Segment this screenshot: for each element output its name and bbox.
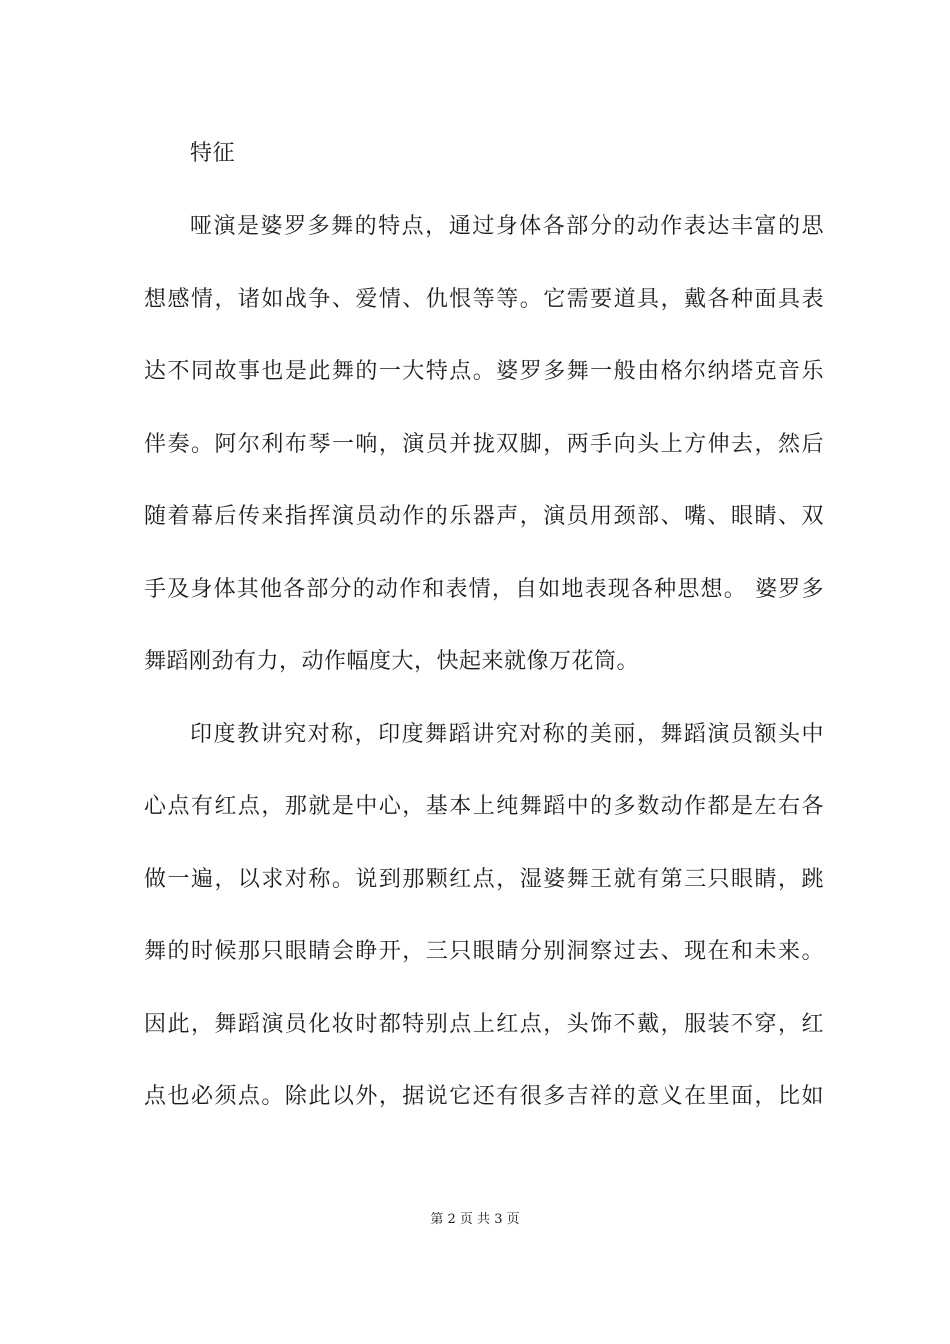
- page-number-footer: [0, 1208, 950, 1232]
- paragraph-2-line-6: 点也必须点。除此以外，据说它还有很多吉祥的意义在里面，比如: [144, 1084, 824, 1109]
- paragraph-1-line-5: 随着幕后传来指挥演员动作的乐器声，演员用颈部、嘴、眼睛、双: [144, 504, 824, 529]
- paragraph-1-line-2: 想感情，诸如战争、爱情、仇恨等等。它需要道具，戴各种面具表: [144, 287, 824, 312]
- paragraph-2-line-2: 心点有红点，那就是中心，基本上纯舞蹈中的多数动作都是左右各: [144, 794, 824, 819]
- paragraph-2-line-1: 印度教讲究对称，印度舞蹈讲究对称的美丽，舞蹈演员额头中: [190, 722, 824, 747]
- paragraph-1-line-1: 哑演是婆罗多舞的特点，通过身体各部分的动作表达丰富的思: [190, 214, 824, 239]
- paragraph-1-line-7: 舞蹈刚劲有力，动作幅度大，快起来就像万花筒。: [144, 649, 640, 674]
- paragraph-2-line-3: 做一遍，以求对称。说到那颗红点，湿婆舞王就有第三只眼睛，跳: [144, 867, 824, 892]
- paragraph-1-line-3: 达不同故事也是此舞的一大特点。婆罗多舞一般由格尔纳塔克音乐: [144, 359, 824, 384]
- page-number-label: 第 2 页 共 3 页: [430, 1212, 520, 1227]
- paragraph-2-line-5: 因此，舞蹈演员化妆时都特别点上红点，头饰不戴，服装不穿，红: [144, 1012, 824, 1037]
- paragraph-2-line-4: 舞的时候那只眼睛会睁开，三只眼睛分别洞察过去、现在和未来。: [144, 939, 824, 964]
- section-heading: 特征: [190, 141, 236, 166]
- paragraph-1-line-4: 伴奏。阿尔利布琴一响，演员并拢双脚，两手向头上方伸去，然后: [144, 432, 824, 457]
- paragraph-1-line-6: 手及身体其他各部分的动作和表情，自如地表现各种思想。 婆罗多: [144, 577, 824, 602]
